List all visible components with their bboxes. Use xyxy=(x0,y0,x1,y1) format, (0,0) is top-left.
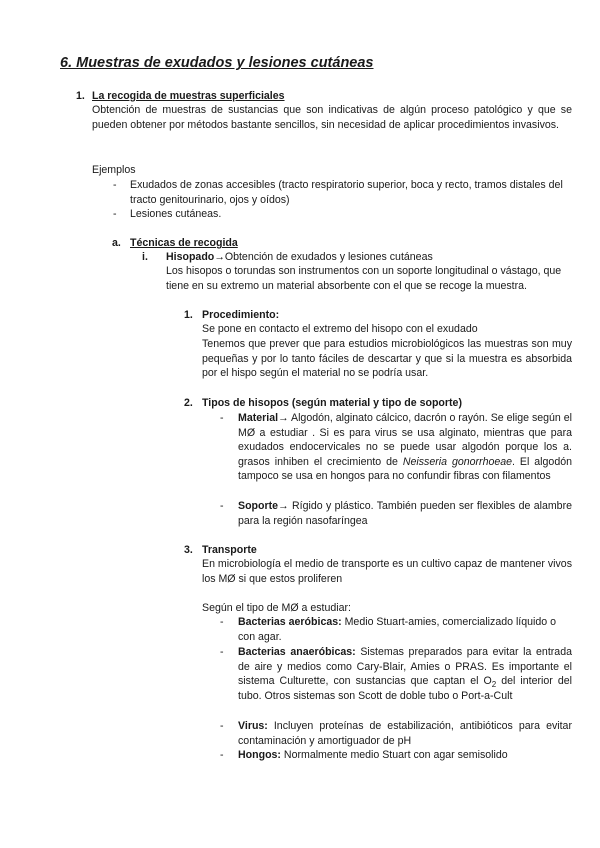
anaerobicas-text-a: Sistemas preparados para evitar la entrada de aire y medios como Cary-Blair, Amies o PRAS. Es importante el sistema Culturette, con sustancias que captan el O xyxy=(238,646,572,688)
transporte-heading: Transporte xyxy=(202,544,257,556)
soporte-text: Rígido y plástico. También pueden ser flexibles de alambre para la región nasofaríngea xyxy=(238,500,572,527)
example-item: Lesiones cutáneas. xyxy=(130,208,222,220)
material-item xyxy=(238,411,572,484)
bullet-dash: - xyxy=(113,208,117,220)
examples-label: Ejemplos xyxy=(92,164,136,176)
section-1-intro: Obtención de muestras de sustancias que son indicativas de algún proceso patológico y que se pueden obtener por métodos bastante sencillos, sin necesidad de aplicar procedimientos invasivos. xyxy=(92,104,572,131)
material-text-b: . El algodón tampoco se usa en hongos para no confundir fibras con filamentos xyxy=(238,455,572,483)
arrow-glyph: → xyxy=(278,500,289,512)
example-item: Exudados de zonas accesibles (tracto respiratorio superior, boca y recto, tramos distales del tracto genitourinario, ojos y oídos) xyxy=(130,179,563,206)
anaerobicas-label: Bacterias anaeróbicas: xyxy=(238,646,356,658)
item-i-line xyxy=(166,250,433,265)
bullet-dash: - xyxy=(220,646,224,658)
virus-text: Incluyen proteínas de estabilización, antibióticos para evitar contaminación y amortiguador de pH xyxy=(238,720,572,747)
aerobicas-label: Bacterias aeróbicas: xyxy=(238,616,342,628)
virus-label: Virus: xyxy=(238,720,268,732)
soporte-item xyxy=(238,499,572,528)
material-text-a: Algodón, alginato cálcico, dacrón o rayón. Se elige según el MØ a estudiar . Si es para virus se usa alginato, mientras que para exudados endocervicales no se puede usar algodón porque los a. grasos inhiben el crecimiento de xyxy=(238,412,573,468)
transporte-intro: Según el tipo de MØ a estudiar: xyxy=(202,602,351,614)
bullet-dash: - xyxy=(220,412,224,424)
aerobicas-text: Medio Stuart-amies, comercializado líquido o con agar. xyxy=(238,616,556,643)
arrow-glyph: → xyxy=(278,412,289,424)
bullet-dash: - xyxy=(113,179,117,191)
anaerobicas-text-b: del interior del tubo. Otros sistemas son Scott de doble tubo o Port-a-Cult xyxy=(238,675,572,702)
virus-item xyxy=(238,719,572,748)
section-1-number: 1. xyxy=(76,90,85,102)
procedimiento-line: Se pone en contacto el extremo del hisopo con el exudado xyxy=(202,323,478,335)
bullet-dash: - xyxy=(220,500,224,512)
hongos-text: Normalmente medio Stuart con agar semisolido xyxy=(283,749,508,761)
oxygen-subscript: 2 xyxy=(491,680,497,690)
procedimiento-heading: Procedimiento: xyxy=(202,309,280,321)
document-title: 6. Muestras de exudados y lesiones cutáneas xyxy=(60,55,374,71)
subsection-a-letter: a. xyxy=(112,237,121,249)
soporte-label: Soporte xyxy=(238,500,279,512)
transporte-number: 3. xyxy=(184,544,193,556)
bullet-dash: - xyxy=(220,616,224,628)
tipos-heading: Tipos de hisopos (según material y tipo de soporte) xyxy=(202,397,462,409)
arrow-glyph: → xyxy=(214,251,225,263)
bullet-dash: - xyxy=(220,749,224,761)
hongos-item xyxy=(238,748,576,763)
anaerobicas-item xyxy=(238,645,572,703)
hisopado-description: Los hisopos o torundas son instrumentos con un soporte longitudinal o vástago, que tiene en su extremo un material absorbente con el que se recoge la muestra. xyxy=(166,265,562,292)
tipos-number: 2. xyxy=(184,397,193,409)
procedimiento-number: 1. xyxy=(184,309,193,321)
bullet-dash: - xyxy=(220,720,224,732)
hongos-label: Hongos: xyxy=(238,749,281,761)
procedimiento-paragraph: Tenemos que prever que para estudios microbiológicos las muestras son muy pequeñas y por lo tanto fáciles de descartar y que si la muestra es absorbida por el hispo según el material no se podría usar. xyxy=(202,338,572,380)
section-1-heading: La recogida de muestras superficiales xyxy=(92,90,285,102)
material-label: Material xyxy=(238,412,279,424)
hisopado-label: Hisopado xyxy=(166,251,215,263)
aerobicas-item xyxy=(238,615,576,644)
hisopado-summary: Obtención de exudados y lesiones cutáneas xyxy=(224,251,433,263)
material-species: Neisseria gonorrhoeae xyxy=(402,455,513,468)
subsection-a-heading: Técnicas de recogida xyxy=(130,237,238,249)
transporte-paragraph: En microbiología el medio de transporte es un cultivo capaz de mantener vivos los MØ si que estos proliferen xyxy=(202,558,572,585)
item-i-numeral: i. xyxy=(142,251,148,263)
